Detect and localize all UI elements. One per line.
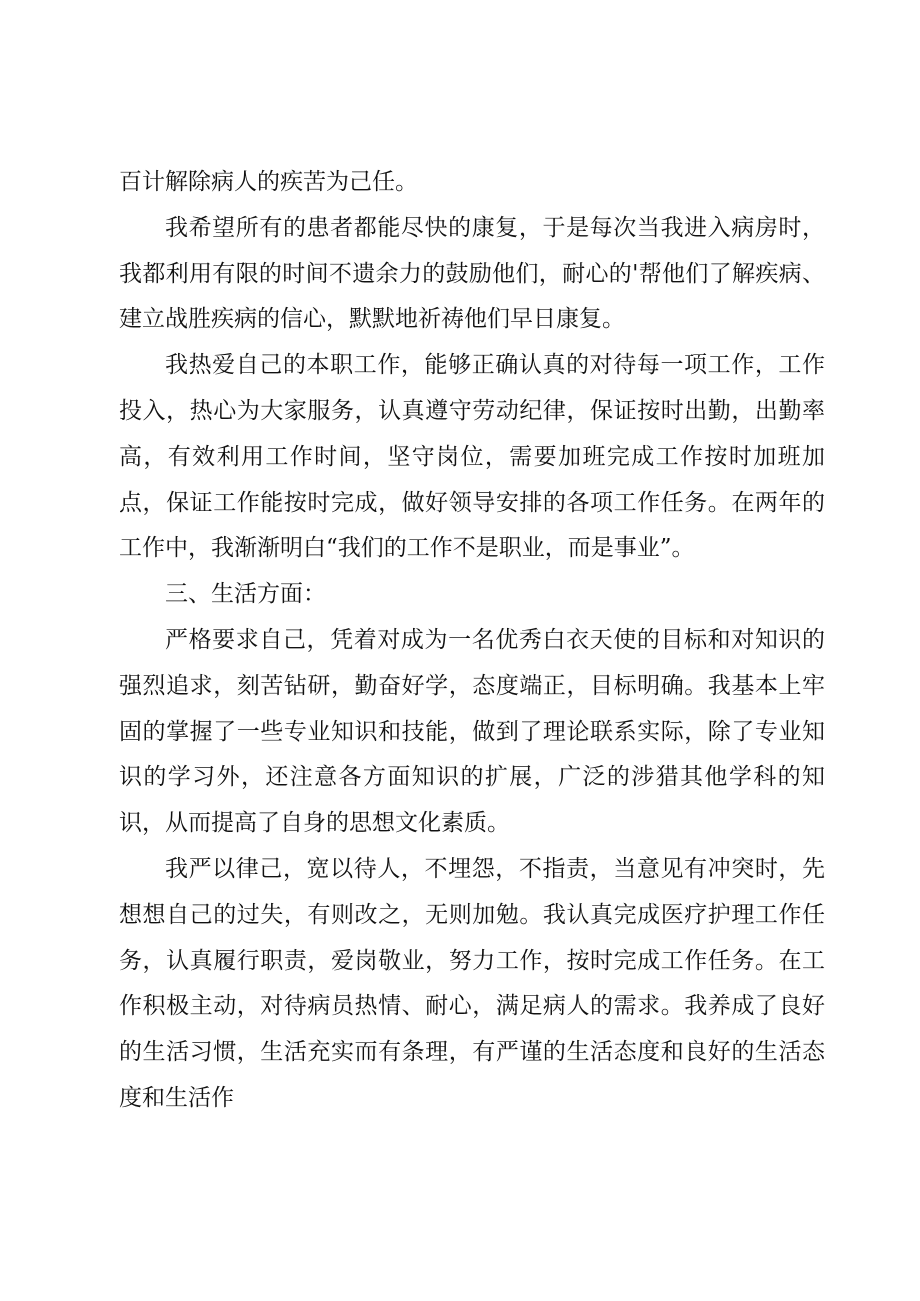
paragraph-strict-with-self: 我严以律己，宽以待人，不埋怨，不指责，当意见有冲突时，先想想自己的过失，有则改之，无则加勉。我认真完成医疗护理工作任务，认真履行职责，爱岗敬业，努力工作，按时完成工作任务。在工作积极主动，对待病员热情、耐心，满足病人的需求。我养成了良好的生活习惯，生活充实而有条理，有严谨的生活态度和良好的生活态度和生活作 — [119, 855, 825, 1111]
section-heading-life: 三、生活方面： — [165, 581, 326, 608]
paragraph-patient-recovery: 我希望所有的患者都能尽快的康复，于是每次当我进入病房时，我都利用有限的时间不遗余力的鼓励他们，耐心的'帮他们了解疾病、建立战胜疾病的信心，默默地祈祷他们早日康复。 — [119, 214, 825, 333]
paragraph-continuation: 百计解除病人的疾苦为己任。 — [119, 169, 418, 195]
paragraph-self-discipline: 严格要求自己，凭着对成为一名优秀白衣天使的目标和对知识的强烈追求，刻苦钻研，勤奋好学，态度端正，目标明确。我基本上牢固的掌握了一些专业知识和技能，做到了理论联系实际，除了专业知识的学习外，还注意各方面知识的扩展，广泛的涉猎其他学科的知识，从而提高了自身的思想文化素质。 — [119, 626, 825, 837]
document-body — [119, 160, 825, 1122]
paragraph-work-attitude: 我热爱自己的本职工作，能够正确认真的对待每一项工作，工作投入，热心为大家服务，认真遵守劳动纪律，保证按时出勤，出勤率高，有效利用工作时间，坚守岗位，需要加班完成工作按时加班加点，保证工作能按时完成，做好领导安排的各项工作任务。在两年的工作中，我渐渐明白“我们的工作不是职业，而是事业”。 — [119, 352, 825, 562]
